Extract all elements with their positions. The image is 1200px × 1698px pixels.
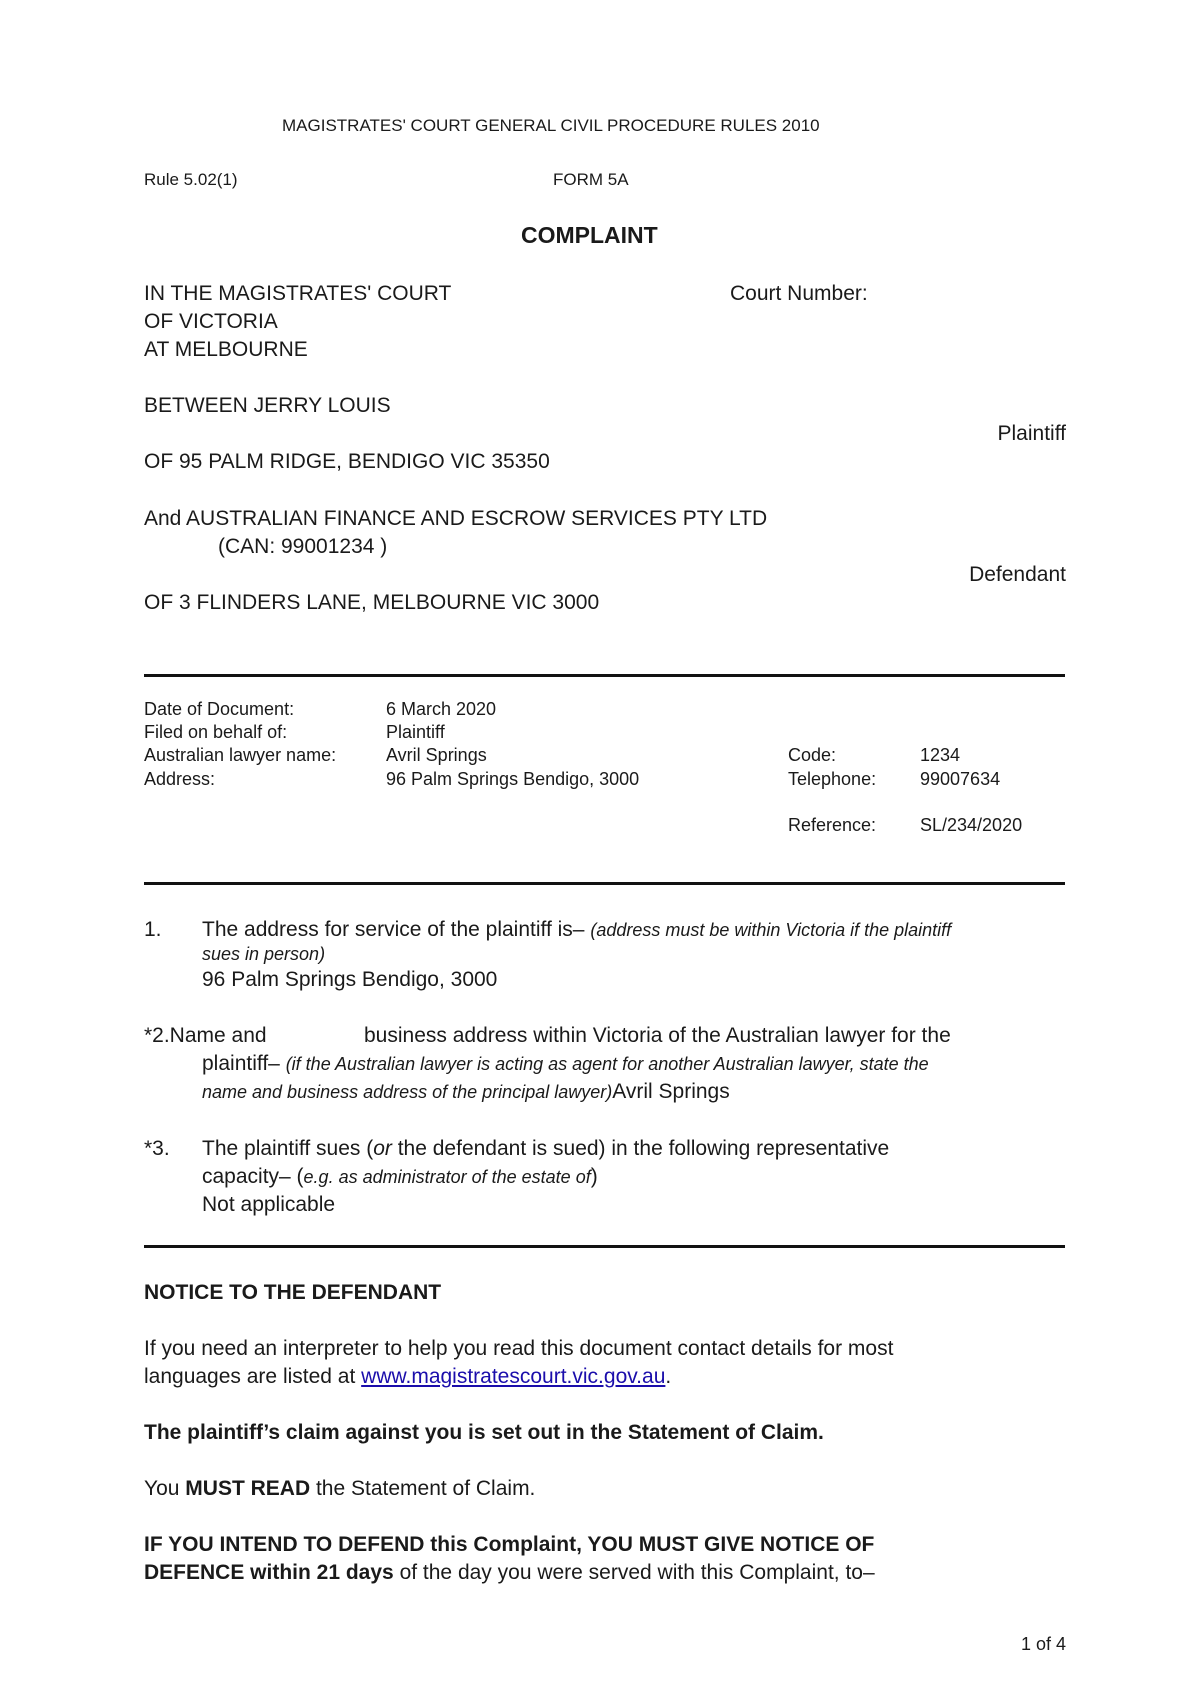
item-2-line-2 [202, 1052, 929, 1076]
lawyer-label: Australian lawyer name: [144, 745, 337, 765]
reference-value: SL/234/2020 [920, 815, 1023, 835]
item-3-or: or [373, 1137, 392, 1160]
defendant-role: Defendant [969, 563, 1066, 586]
court-line-1: IN THE MAGISTRATES' COURT [144, 282, 452, 305]
address-label: Address: [144, 769, 216, 789]
item-2-text-b: business address within Victoria of the Australian lawyer for the [364, 1024, 951, 1047]
must-read-text-c: the Statement of Claim. [310, 1477, 536, 1500]
court-line-2: OF VICTORIA [144, 310, 278, 333]
item-3-text [202, 1137, 889, 1161]
item-2-note-continued: name and business address of the principal lawyer) [202, 1082, 613, 1102]
address-value: 96 Palm Springs Bendigo, 3000 [386, 769, 640, 789]
interpreter-text: languages are listed at [144, 1365, 362, 1388]
code-value: 1234 [920, 745, 961, 765]
court-website-link[interactable]: www.magistratescourt.vic.gov.au [361, 1365, 666, 1388]
defendant-can: (CAN: 99001234 ) [218, 535, 388, 558]
date-label: Date of Document: [144, 699, 295, 719]
must-read-line [144, 1477, 535, 1501]
item-1-note: (address must be within Victoria if the plaintiff [590, 920, 952, 940]
item-3-line-2 [202, 1165, 598, 1189]
document-title: COMPLAINT [521, 222, 658, 248]
divider [144, 674, 1065, 677]
code-label: Code: [788, 745, 837, 765]
interpreter-line-1: If you need an interpreter to help you read this document contact details for most [144, 1337, 894, 1360]
item-1-note-continued: sues in person) [202, 944, 326, 964]
item-3-value: Not applicable [202, 1193, 336, 1216]
must-read-emphasis: MUST READ [185, 1477, 311, 1500]
item-1-value: 96 Palm Springs Bendigo, 3000 [202, 968, 498, 991]
divider [144, 1245, 1065, 1248]
filed-label: Filed on behalf of: [144, 722, 288, 742]
reference-label: Reference: [788, 815, 877, 835]
item-2-label: plaintiff– [202, 1052, 280, 1075]
plaintiff-role: Plaintiff [997, 422, 1066, 445]
must-read-text-a: You [144, 1477, 186, 1500]
interpreter-line-2 [144, 1365, 671, 1389]
defend-deadline: DEFENCE within 21 days [144, 1561, 394, 1584]
item-3-text-c: capacity– ( [202, 1165, 304, 1188]
item-1-number: 1. [144, 918, 162, 941]
page-number: 1 of 4 [1020, 1634, 1066, 1654]
defend-text: of the day you were served with this Complaint, to– [393, 1561, 875, 1584]
plaintiff-address: OF 95 PALM RIDGE, BENDIGO VIC 35350 [144, 450, 550, 473]
item-3-text-b: the defendant is sued) in the following representative [391, 1137, 890, 1160]
defend-line-2 [144, 1561, 875, 1585]
item-3-number: *3. [144, 1137, 170, 1160]
item-1-label: The address for service of the plaintiff is– [202, 918, 585, 941]
item-3-text-d: ) [590, 1165, 598, 1188]
item-2-line-3 [202, 1080, 730, 1104]
lawyer-value: Avril Springs [386, 745, 487, 765]
item-1-text [202, 918, 951, 942]
form-number: FORM 5A [553, 170, 629, 189]
rules-title: MAGISTRATES' COURT GENERAL CIVIL PROCEDURE RULES 2010 [282, 116, 820, 135]
plaintiff-name: BETWEEN JERRY LOUIS [144, 394, 391, 417]
interpreter-period: . [665, 1365, 672, 1388]
item-2-value: Avril Springs [612, 1080, 730, 1103]
rule-reference: Rule 5.02(1) [144, 170, 238, 189]
notice-heading: NOTICE TO THE DEFENDANT [144, 1281, 442, 1304]
date-value: 6 March 2020 [386, 699, 497, 719]
court-line-3: AT MELBOURNE [144, 338, 308, 361]
divider [144, 882, 1065, 885]
claim-statement: The plaintiff’s claim against you is set out in the Statement of Claim. [144, 1421, 824, 1444]
item-2-text-a: *2.Name and [144, 1024, 267, 1047]
court-number-label: Court Number: [730, 282, 868, 305]
defendant-address: OF 3 FLINDERS LANE, MELBOURNE VIC 3000 [144, 591, 600, 614]
telephone-value: 99007634 [920, 769, 1001, 789]
filed-value: Plaintiff [386, 722, 445, 742]
item-2-note: (if the Australian lawyer is acting as agent for another Australian lawyer, state the [285, 1054, 929, 1074]
defend-line-1: IF YOU INTEND TO DEFEND this Complaint, YOU MUST GIVE NOTICE OF [144, 1533, 875, 1556]
telephone-label: Telephone: [788, 769, 877, 789]
item-3-note: e.g. as administrator of the estate of [303, 1167, 591, 1187]
item-3-text-a: The plaintiff sues ( [202, 1137, 374, 1160]
defendant-name: And AUSTRALIAN FINANCE AND ESCROW SERVICES PTY LTD [144, 507, 768, 530]
